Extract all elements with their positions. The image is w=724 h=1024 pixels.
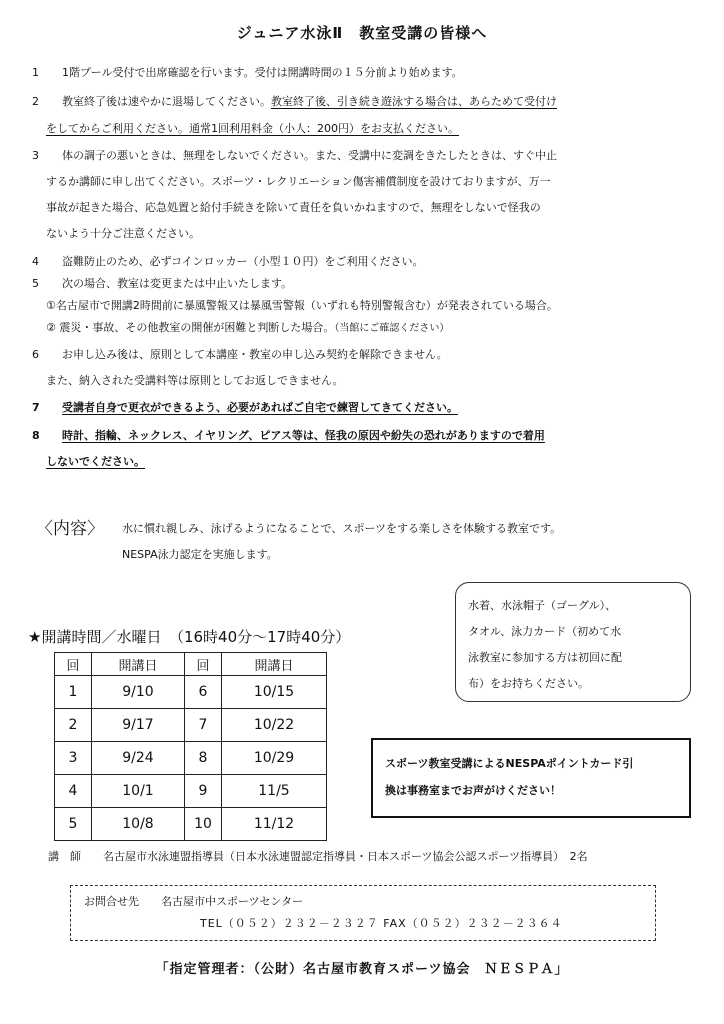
rule-number: 1 <box>32 66 39 79</box>
rule-text: 次の場合、教室は変更または中止いたします。 <box>62 277 293 290</box>
bring-line: 布）をお持ちください。 <box>468 677 589 690</box>
session-date: 11/12 <box>222 808 327 841</box>
session-no: 5 <box>55 808 92 841</box>
rule-text-underlined: 時計、指輪、ネックレス、イヤリング、ピアス等は、怪我の原因や紛失の恐れがありますので着用 <box>62 429 545 442</box>
session-date: 9/17 <box>92 709 185 742</box>
table-row <box>55 676 327 709</box>
rule-text: お申し込み後は、原則として本講座・教室の申し込み契約を解除できません。 <box>62 348 448 361</box>
bring-line: 泳教室に参加する方は初回に配 <box>468 651 622 664</box>
header-session-no: 回 <box>55 653 92 676</box>
session-date: 9/10 <box>92 676 185 709</box>
rule-6-line2: また、納入された受講料等は原則としてお返しできません。 <box>46 374 344 387</box>
rule-3 <box>32 145 700 167</box>
session-no: 3 <box>55 742 92 775</box>
content-label: 〈内容〉 <box>36 519 104 539</box>
rule-number: 2 <box>32 95 39 108</box>
content-description <box>122 516 561 568</box>
schedule-table <box>54 652 327 841</box>
session-no: 8 <box>185 742 222 775</box>
bring-line: タオル、泳力カード（初めて水 <box>468 625 622 638</box>
instructor-info <box>48 848 588 864</box>
rule-3-line4: ないよう十分ご注意ください。 <box>46 227 200 240</box>
header-date: 開講日 <box>222 653 327 676</box>
instructor-label: 講 師 <box>48 850 81 863</box>
table-header-row <box>55 653 327 676</box>
header-date: 開講日 <box>92 653 185 676</box>
table-row <box>55 742 327 775</box>
session-no: 2 <box>55 709 92 742</box>
session-date: 10/22 <box>222 709 327 742</box>
contact-label: お問合せ先 <box>84 895 139 908</box>
rule-8 <box>32 425 700 447</box>
rule-1 <box>32 62 700 84</box>
notice-line: スポーツ教室受講によるNESPAポイントカード引 <box>385 757 634 770</box>
session-no: 1 <box>55 676 92 709</box>
rule-number: 3 <box>32 149 39 162</box>
contact-center-name: 名古屋市中スポーツセンター <box>161 895 304 908</box>
rule-2-continued <box>46 118 714 140</box>
items-to-bring-box <box>455 582 691 702</box>
session-no: 10 <box>185 808 222 841</box>
content-line: NESPA泳力認定を実施します。 <box>122 548 278 561</box>
rule-number: 4 <box>32 255 39 268</box>
session-date: 10/29 <box>222 742 327 775</box>
contact-header <box>84 893 303 909</box>
rule-3-line2: するか講師に申し出てください。スポーツ・レクリエーション傷害補償制度を設けておりますが、万一 <box>46 175 551 188</box>
rule-5-sub1: ①名古屋市で開講2時間前に暴風警報又は暴風雪警報（いずれも特別警報含む）が発表されている場合。 <box>46 299 558 312</box>
rule-note: （当館にご確認ください） <box>334 323 450 334</box>
rule-7 <box>32 397 700 419</box>
rule-5-sub2 <box>46 317 714 340</box>
rule-3-line3: 事故が起きた場合、応急処置と給付手続きを除いて責任を負いかねますので、無理をしないで怪我の <box>46 201 541 214</box>
session-no: 4 <box>55 775 92 808</box>
page-title: ジュニア水泳Ⅱ 教室受講の皆様へ <box>236 24 488 42</box>
session-date: 10/15 <box>222 676 327 709</box>
rule-number: 7 <box>32 401 40 414</box>
rule-5 <box>32 273 700 295</box>
session-no: 9 <box>185 775 222 808</box>
rule-8-line2 <box>46 451 714 473</box>
rule-number: 6 <box>32 348 39 361</box>
session-date: 10/1 <box>92 775 185 808</box>
table-row <box>55 808 327 841</box>
content-line: 水に慣れ親しみ、泳げるようになることで、スポーツをする楽しさを体験する教室です。 <box>122 522 562 535</box>
session-date: 10/8 <box>92 808 185 841</box>
rule-text: 教室終了後は速やかに退場してください。 <box>62 95 271 108</box>
rule-2 <box>32 91 700 113</box>
rule-number: 8 <box>32 429 40 442</box>
session-date: 11/5 <box>222 775 327 808</box>
rule-6 <box>32 344 700 366</box>
rule-number: 5 <box>32 277 39 290</box>
notice-line: 換は事務室までお声がけください！ <box>385 784 561 797</box>
session-no: 6 <box>185 676 222 709</box>
rule-text-underlined: をしてからご利用ください。通常1回利用料金（小人：200円）をお支払ください。 <box>46 122 459 135</box>
rule-text: 盗難防止のため、必ずコインロッカー（小型１０円）をご利用ください。 <box>62 255 424 268</box>
rule-text-underlined: 教室終了後、引き続き遊泳する場合は、あらためて受付け <box>271 95 557 108</box>
schedule-title: ★開講時間／水曜日 （16時40分～17時40分） <box>28 628 351 646</box>
rule-text: 1階プール受付で出席確認を行います。受付は開講時間の１５分前より始めます。 <box>62 66 463 79</box>
rule-4 <box>32 251 700 273</box>
contact-phone-fax: TEL（０５２）２３２－２３２７ FAX（０５２）２３２－２３６４ <box>200 917 563 930</box>
instructor-text: 名古屋市水泳連盟指導員（日本水泳連盟認定指導員・日本スポーツ協会公認スポーツ指導員） 2名 <box>103 850 588 863</box>
rule-text: ② 震災・事故、その他教室の開催が困難と判断した場合。 <box>46 321 335 334</box>
nespa-point-card-notice <box>371 738 691 818</box>
table-row <box>55 709 327 742</box>
bring-line: 水着、水泳帽子（ゴーグル）、 <box>468 599 617 612</box>
session-date: 9/24 <box>92 742 185 775</box>
rule-text-underlined: しないでください。 <box>46 455 145 468</box>
session-no: 7 <box>185 709 222 742</box>
header-session-no: 回 <box>185 653 222 676</box>
footer-designated-manager: 「指定管理者：（公財）名古屋市教育スポーツ協会 ＮＥＳＰＡ」 <box>155 962 569 977</box>
rule-text-underlined: 受講者自身で更衣ができるよう、必要があればご自宅で練習してきてください。 <box>62 401 458 414</box>
table-row <box>55 775 327 808</box>
rule-text: 体の調子の悪いときは、無理をしないでください。また、受講中に変調をきたしたときは、すぐ中止 <box>62 149 557 162</box>
